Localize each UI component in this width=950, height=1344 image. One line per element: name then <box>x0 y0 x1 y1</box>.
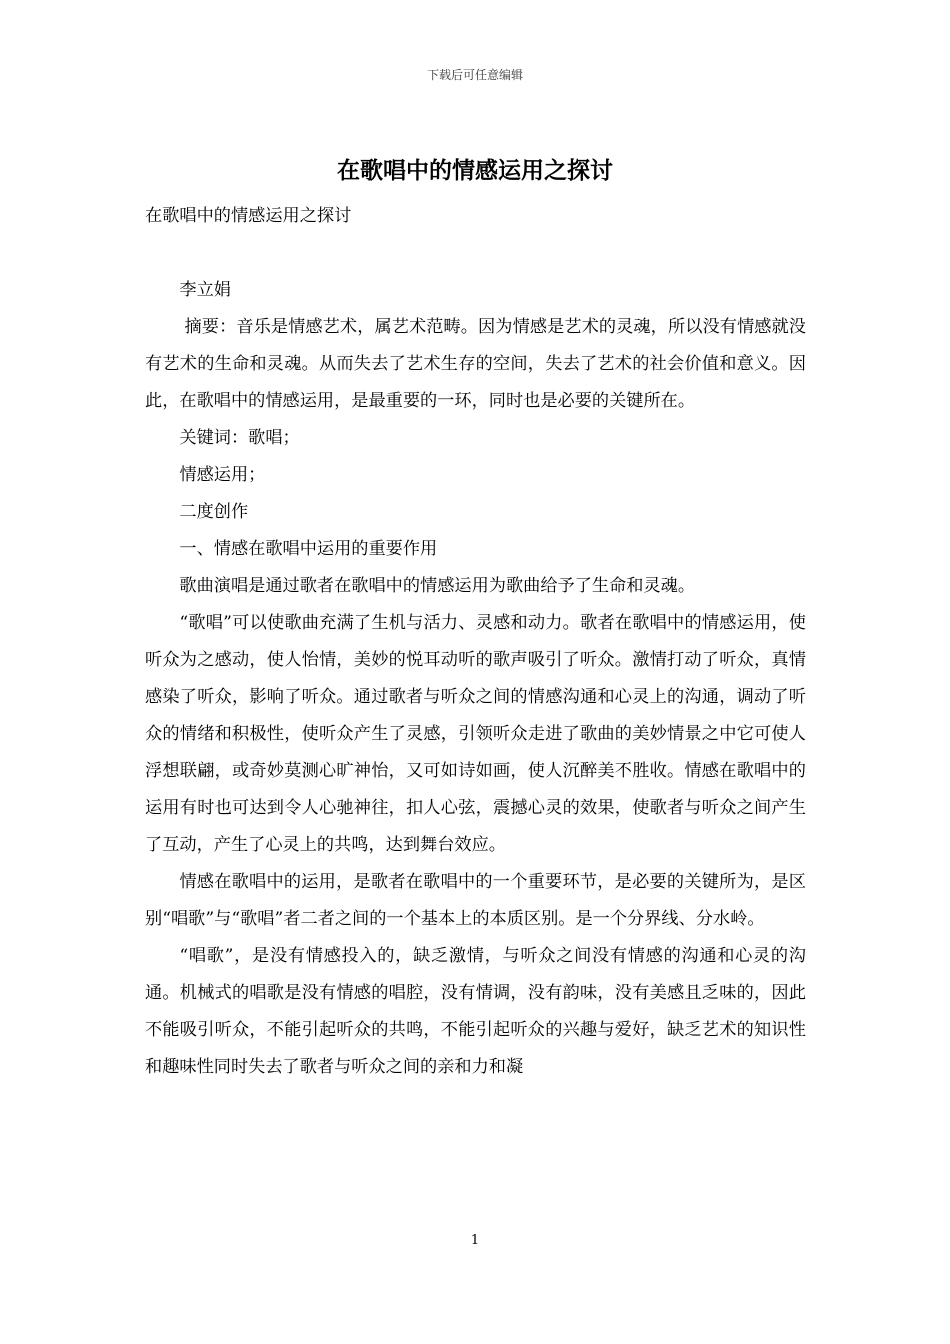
spacer <box>145 235 806 272</box>
abstract-paragraph: 摘要：音乐是情感艺术，属艺术范畴。因为情感是艺术的灵魂，所以没有情感就没有艺术的生命和灵魂。从而失去了艺术生存的空间，失去了艺术的社会价值和意义。因此，在歌唱中的情感运用，是最重要的一环，同时也是必要的关键所在。 <box>145 317 806 411</box>
body-paragraph: 歌曲演唱是通过歌者在歌唱中的情感运用为歌曲给予了生命和灵魂。 <box>179 576 696 596</box>
keyword-item: 二度创作 <box>179 502 249 522</box>
body-paragraph: “歌唱”可以使歌曲充满了生机与活力、灵感和动力。歌者在歌唱中的情感运用，使听众为之感动，使人怡情，美妙的悦耳动听的歌声吸引了听众。激情打动了听众，真情感染了听众，影响了听众。通过歌者与听众之间的情感沟通和心灵上的沟通，调动了听众的情绪和积极性，使听众产生了灵感，引领听众走进了歌曲的美妙情景之中它可使人浮想联翩，或奇妙莫测心旷神怡，又可如诗如画，使人沉醉美不胜收。情感在歌唱中的运用有时也可达到令人心驰神往，扣人心弦，震撼心灵的效果，使歌者与听众之间产生了互动，产生了心灵上的共鸣，达到舞台效应。 <box>145 613 806 855</box>
body-paragraph: 情感在歌唱中的运用，是歌者在歌唱中的一个重要环节，是必要的关键所为，是区别“唱歌”与“歌唱”者二者之间的一个基本上的本质区别。是一个分界线、分水岭。 <box>145 872 806 929</box>
keywords-line: 关键词：歌唱； <box>179 428 300 448</box>
header-note: 下载后可任意编辑 <box>426 68 523 82</box>
document-body <box>145 198 806 1086</box>
document-subtitle: 在歌唱中的情感运用之探讨 <box>145 206 352 226</box>
page-number: 1 <box>470 1233 480 1248</box>
body-paragraph: “唱歌”，是没有情感投入的，缺乏激情，与听众之间没有情感的沟通和心灵的沟通。机械式的唱歌是没有情感的唱腔，没有情调，没有韵味，没有美感且乏味的，因此不能吸引听众，不能引起听众的共鸣，不能引起听众的兴趣与爱好，缺乏艺术的知识性和趣味性同时失去了歌者与听众之间的亲和力和凝 <box>145 946 806 1077</box>
keyword-item: 情感运用； <box>179 465 266 485</box>
author-name: 李立娟 <box>179 280 231 300</box>
document-title: 在歌唱中的情感运用之探讨 <box>337 158 613 184</box>
section-heading: 一、情感在歌唱中运用的重要作用 <box>179 539 438 559</box>
